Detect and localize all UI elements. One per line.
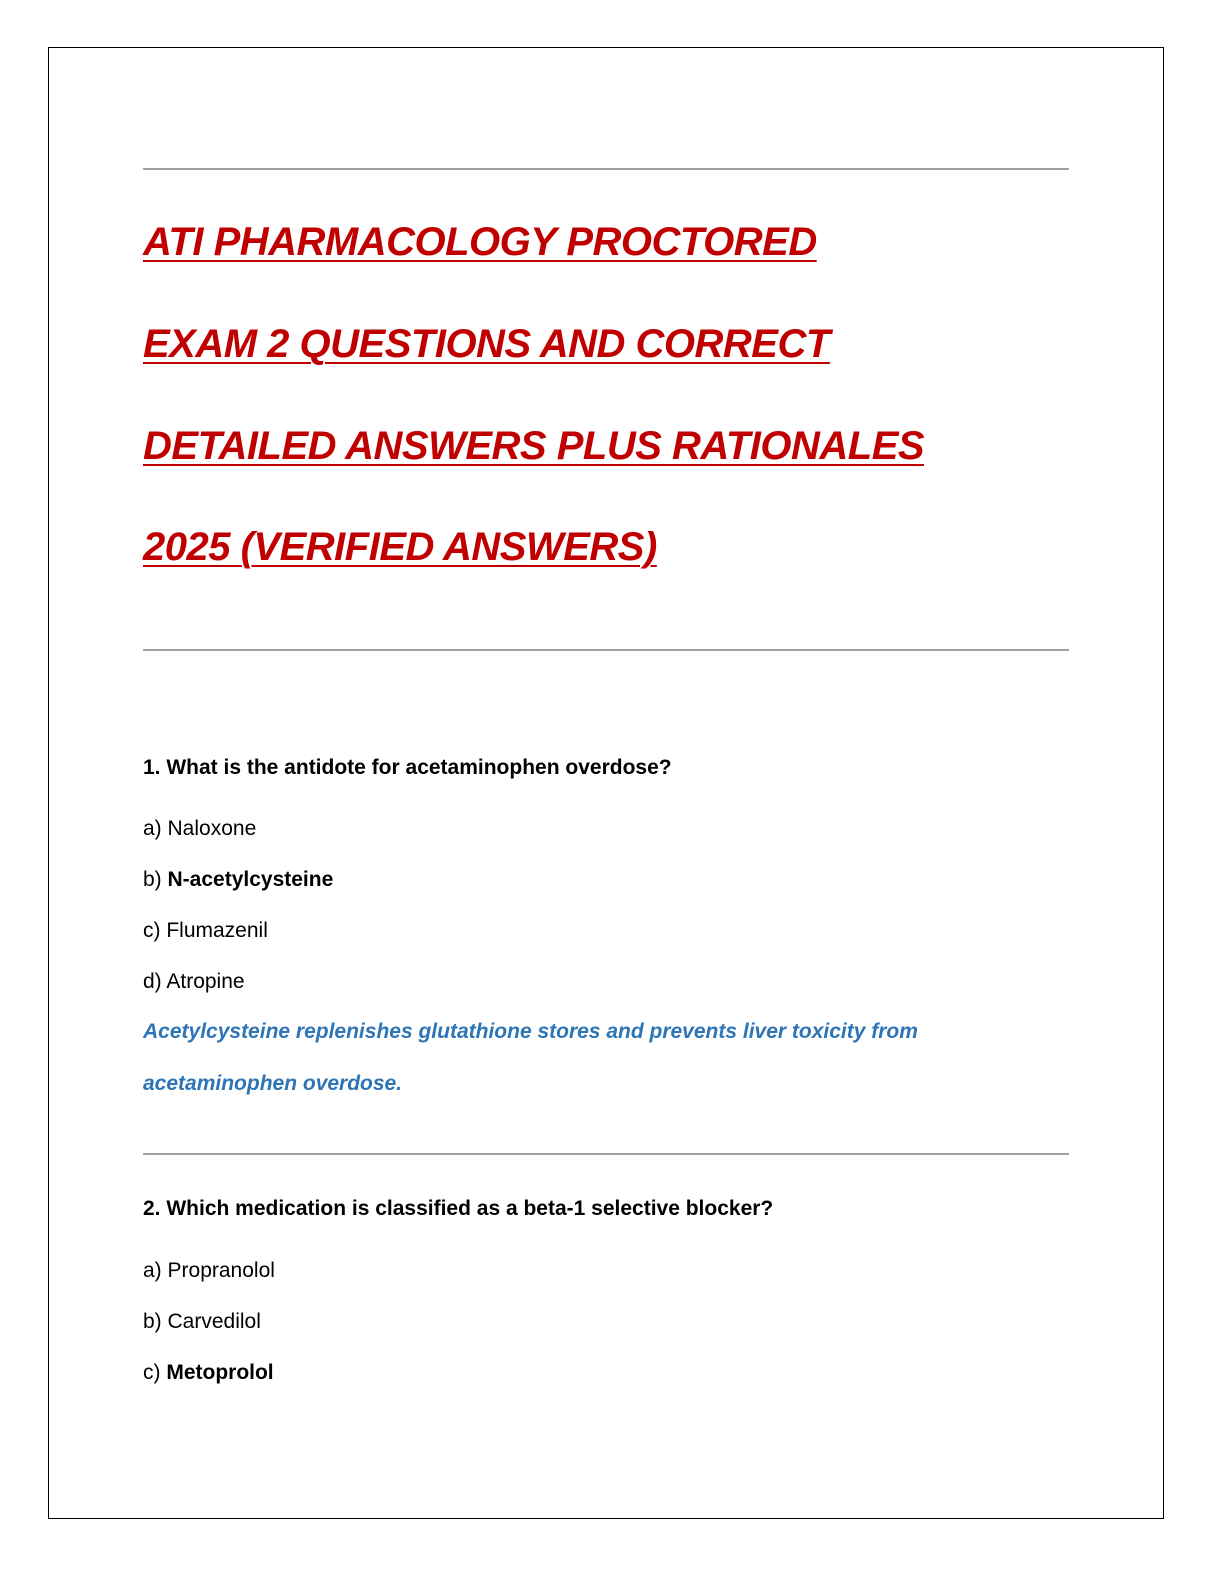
option-prefix: c) <box>143 1361 167 1384</box>
question-1-option-a <box>143 815 256 843</box>
title-line-2: EXAM 2 QUESTIONS AND CORRECT <box>143 322 830 366</box>
question-2-option-c <box>143 1359 274 1387</box>
question-2-option-a <box>143 1257 275 1285</box>
option-prefix: b) <box>143 1310 168 1333</box>
option-label: Flumazenil <box>166 919 268 942</box>
option-label: Propranolol <box>167 1259 275 1282</box>
question-1-rationale-line-2: acetaminophen overdose. <box>143 1072 403 1095</box>
option-prefix: a) <box>143 1259 168 1282</box>
question-1-rationale-line-1: Acetylcysteine replenishes glutathione stores and prevents liver toxicity from <box>143 1020 918 1043</box>
divider-after-title <box>143 649 1069 651</box>
option-prefix: d) <box>143 970 167 993</box>
option-label: Atropine <box>166 970 245 993</box>
question-1-option-d <box>143 968 245 996</box>
question-1-text: 1. What is the antidote for acetaminophen overdose? <box>143 756 672 779</box>
title-line-4: 2025 (VERIFIED ANSWERS) <box>143 525 657 569</box>
title-line-1: ATI PHARMACOLOGY PROCTORED <box>143 220 817 264</box>
question-2-option-b <box>143 1308 261 1336</box>
divider-top <box>143 168 1069 170</box>
option-prefix: c) <box>143 919 167 942</box>
question-1-option-c <box>143 917 268 945</box>
question-2-text: 2. Which medication is classified as a beta-1 selective blocker? <box>143 1197 774 1220</box>
correct-answer-label: N-acetylcysteine <box>167 868 334 891</box>
correct-answer-label: Metoprolol <box>166 1361 274 1384</box>
option-prefix: b) <box>143 868 168 891</box>
option-prefix: a) <box>143 817 168 840</box>
title-line-3: DETAILED ANSWERS PLUS RATIONALES <box>143 424 925 468</box>
divider-question-1 <box>143 1153 1069 1155</box>
question-1-option-b <box>143 866 333 894</box>
option-label: Naloxone <box>167 817 257 840</box>
option-label: Carvedilol <box>167 1310 261 1333</box>
